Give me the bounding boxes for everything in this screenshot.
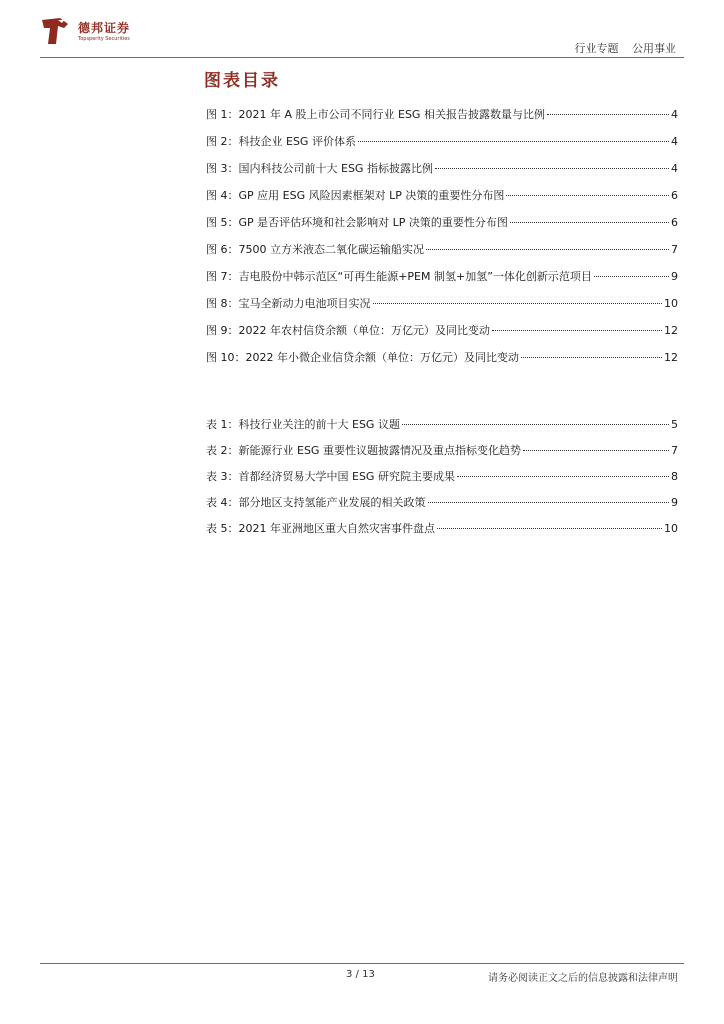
toc-entry[interactable] [206, 106, 678, 122]
toc-entry[interactable] [206, 520, 678, 536]
logo-emblem-icon [38, 14, 72, 48]
toc-entry-label: 表 5：2021 年亚洲地区重大自然灾害事件盘点 [206, 522, 435, 535]
toc-entry[interactable] [206, 349, 678, 365]
dot-leader [437, 528, 662, 529]
toc-entry-page: 8 [671, 470, 678, 483]
toc-entry-label: 图 4：GP 应用 ESG 风险因素框架对 LP 决策的重要性分布图 [206, 189, 505, 202]
dot-leader [358, 141, 669, 142]
dot-leader [547, 114, 669, 115]
toc-entry-label: 图 6：7500 立方米液态二氧化碳运输船实况 [206, 243, 424, 256]
dot-leader [402, 424, 669, 425]
report-type: 行业专题 [574, 42, 619, 55]
footer-divider [40, 963, 684, 964]
header-divider [40, 57, 684, 58]
toc-entry[interactable] [206, 442, 678, 458]
dot-leader [510, 222, 669, 223]
toc-entry[interactable] [206, 268, 678, 284]
toc-entry[interactable] [206, 160, 678, 176]
toc-entry-label: 表 4：部分地区支持氢能产业发展的相关政策 [206, 496, 426, 509]
dot-leader [506, 195, 669, 196]
toc-entry-label: 图 10：2022 年小微企业信贷余额（单位：万亿元）及同比变动 [206, 351, 519, 364]
toc-entry[interactable] [206, 187, 678, 203]
disclaimer-note: 请务必阅读正文之后的信息披露和法律声明 [488, 973, 678, 984]
toc-entry[interactable] [206, 322, 678, 338]
toc-entry-label: 表 3：首都经济贸易大学中国 ESG 研究院主要成果 [206, 470, 455, 483]
toc-entry-label: 表 2：新能源行业 ESG 重要性议题披露情况及重点指标变化趋势 [206, 444, 521, 457]
dot-leader [426, 249, 669, 250]
toc-entry-page: 4 [671, 135, 678, 148]
toc-entry-page: 12 [664, 351, 678, 364]
toc-entry[interactable] [206, 133, 678, 149]
dot-leader [428, 502, 670, 503]
toc-entry-page: 4 [671, 108, 678, 121]
toc-entry-page: 12 [664, 324, 678, 337]
toc-entry-label: 图 2：科技企业 ESG 评价体系 [206, 135, 356, 148]
toc-entry-page: 10 [664, 522, 678, 535]
company-logo [38, 14, 148, 48]
toc-entry[interactable] [206, 416, 678, 432]
toc-entry-page: 5 [671, 418, 678, 431]
toc-entry-page: 4 [671, 162, 678, 175]
toc-entry-page: 7 [671, 243, 678, 256]
dot-leader [594, 276, 669, 277]
dot-leader [492, 330, 662, 331]
logo-name-cn: 德邦证券 [78, 21, 131, 35]
toc-entry-label: 表 1：科技行业关注的前十大 ESG 议题 [206, 418, 400, 431]
dot-leader [373, 303, 663, 304]
page-number: 3 / 13 [346, 969, 375, 980]
toc-entry-page: 6 [671, 216, 678, 229]
toc-entry[interactable] [206, 494, 678, 510]
toc-entry[interactable] [206, 241, 678, 257]
toc-entry-label: 图 7：吉电股份中韩示范区“可再生能源+PEM 制氢+加氢”一体化创新示范项目 [206, 270, 592, 283]
dot-leader [523, 450, 669, 451]
toc-entry-page: 10 [664, 297, 678, 310]
toc-entry-page: 9 [671, 270, 678, 283]
toc-entry-page: 9 [671, 496, 678, 509]
logo-name-en: Topsperity Securities [78, 36, 130, 42]
dot-leader [457, 476, 669, 477]
toc-entry[interactable] [206, 214, 678, 230]
toc-entry-label: 图 8：宝马全新动力电池项目实况 [206, 297, 371, 310]
dot-leader [435, 168, 669, 169]
toc-entry-page: 6 [671, 189, 678, 202]
toc-entry-label: 图 3：国内科技公司前十大 ESG 指标披露比例 [206, 162, 433, 175]
toc-entry[interactable] [206, 295, 678, 311]
toc-entry-label: 图 1：2021 年 A 股上市公司不同行业 ESG 相关报告披露数量与比例 [206, 108, 545, 121]
toc-entry-page: 7 [671, 444, 678, 457]
dot-leader [521, 357, 662, 358]
toc-entry-label: 图 9：2022 年农村信贷余额（单位：万亿元）及同比变动 [206, 324, 490, 337]
toc-entry[interactable] [206, 468, 678, 484]
report-category [575, 40, 677, 56]
industry-name: 公用事业 [632, 42, 676, 55]
toc-title: 图表目录 [204, 71, 280, 91]
toc-entry-label: 图 5：GP 是否评估环境和社会影响对 LP 决策的重要性分布图 [206, 216, 508, 229]
